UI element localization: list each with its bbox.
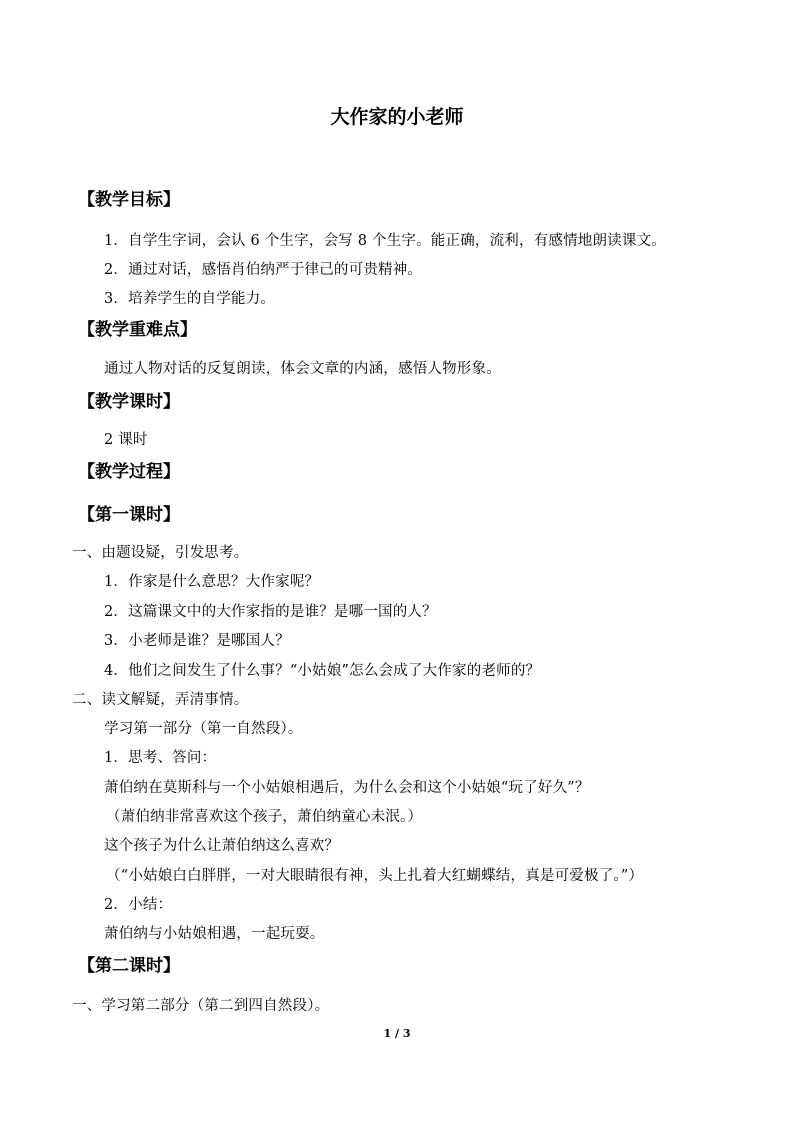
lesson1-part2-line-1: 学习第一部分（第一自然段）。 [104,721,303,737]
lesson1-part1-item-1: 1．作家是什么意思？大作家呢？ [104,574,320,590]
lesson1-part2-line-5: 这个孩子为什么让萧伯纳这么喜欢？ [104,838,340,854]
lesson1-part2-line-4: （萧伯纳非常喜欢这个孩子，萧伯纳童心未泯。） [106,809,423,825]
goal-item-2: 2．通过对话，感悟肖伯纳严于律己的可贵精神。 [104,262,423,278]
lesson1-part2-line-2: 1．思考、答问： [104,750,217,766]
lesson2-part1-title: 一、学习第二部分（第二到四自然段）。 [72,998,330,1014]
lesson1-part2-title: 二、读文解疑，弄清事情。 [72,692,249,708]
lesson1-part1-item-3: 3．小老师是谁？是哪国人？ [104,633,290,649]
page-number: 1 / 3 [383,1027,411,1040]
lesson1-part1-item-4: 4．他们之间发生了什么事？“小姑娘”怎么会成了大作家的老师的？ [104,663,541,679]
lesson1-part1-item-2: 2．这篇课文中的大作家指的是谁？是哪一国的人？ [104,604,437,620]
lesson1-part2-line-3: 萧伯纳在莫斯科与一个小姑娘相遇后，为什么会和这个小姑娘“玩了好久”？ [104,780,590,796]
lesson1-part1-title: 一、由题设疑，引发思考。 [72,545,249,561]
heading-teaching-goals: 【教学目标】 [78,190,180,210]
lesson1-part2-line-8: 萧伯纳与小姑娘相遇，一起玩耍。 [104,926,325,942]
class-hours-text: 2 课时 [104,432,148,448]
heading-key-points: 【教学重难点】 [78,320,197,340]
heading-teaching-process: 【教学过程】 [78,462,180,482]
lesson1-part2-line-6: （“小姑娘白白胖胖，一对大眼睛很有神，头上扎着大红蝴蝶结，真是可爱极了。”） [106,868,644,884]
heading-lesson-1: 【第一课时】 [78,505,180,525]
key-points-text: 通过人物对话的反复朗读，体会文章的内涵，感悟人物形象。 [104,361,501,377]
goal-item-1: 1．自学生字词，会认 6 个生字，会写 8 个生字。能正确，流利，有感情地朗读课文。 [104,233,667,249]
goal-item-3: 3．培养学生的自学能力。 [104,291,276,307]
heading-class-hours: 【教学课时】 [78,392,180,412]
heading-lesson-2: 【第二课时】 [78,956,180,976]
lesson1-part2-line-7: 2．小结： [104,897,173,913]
document-title: 大作家的小老师 [330,106,464,128]
